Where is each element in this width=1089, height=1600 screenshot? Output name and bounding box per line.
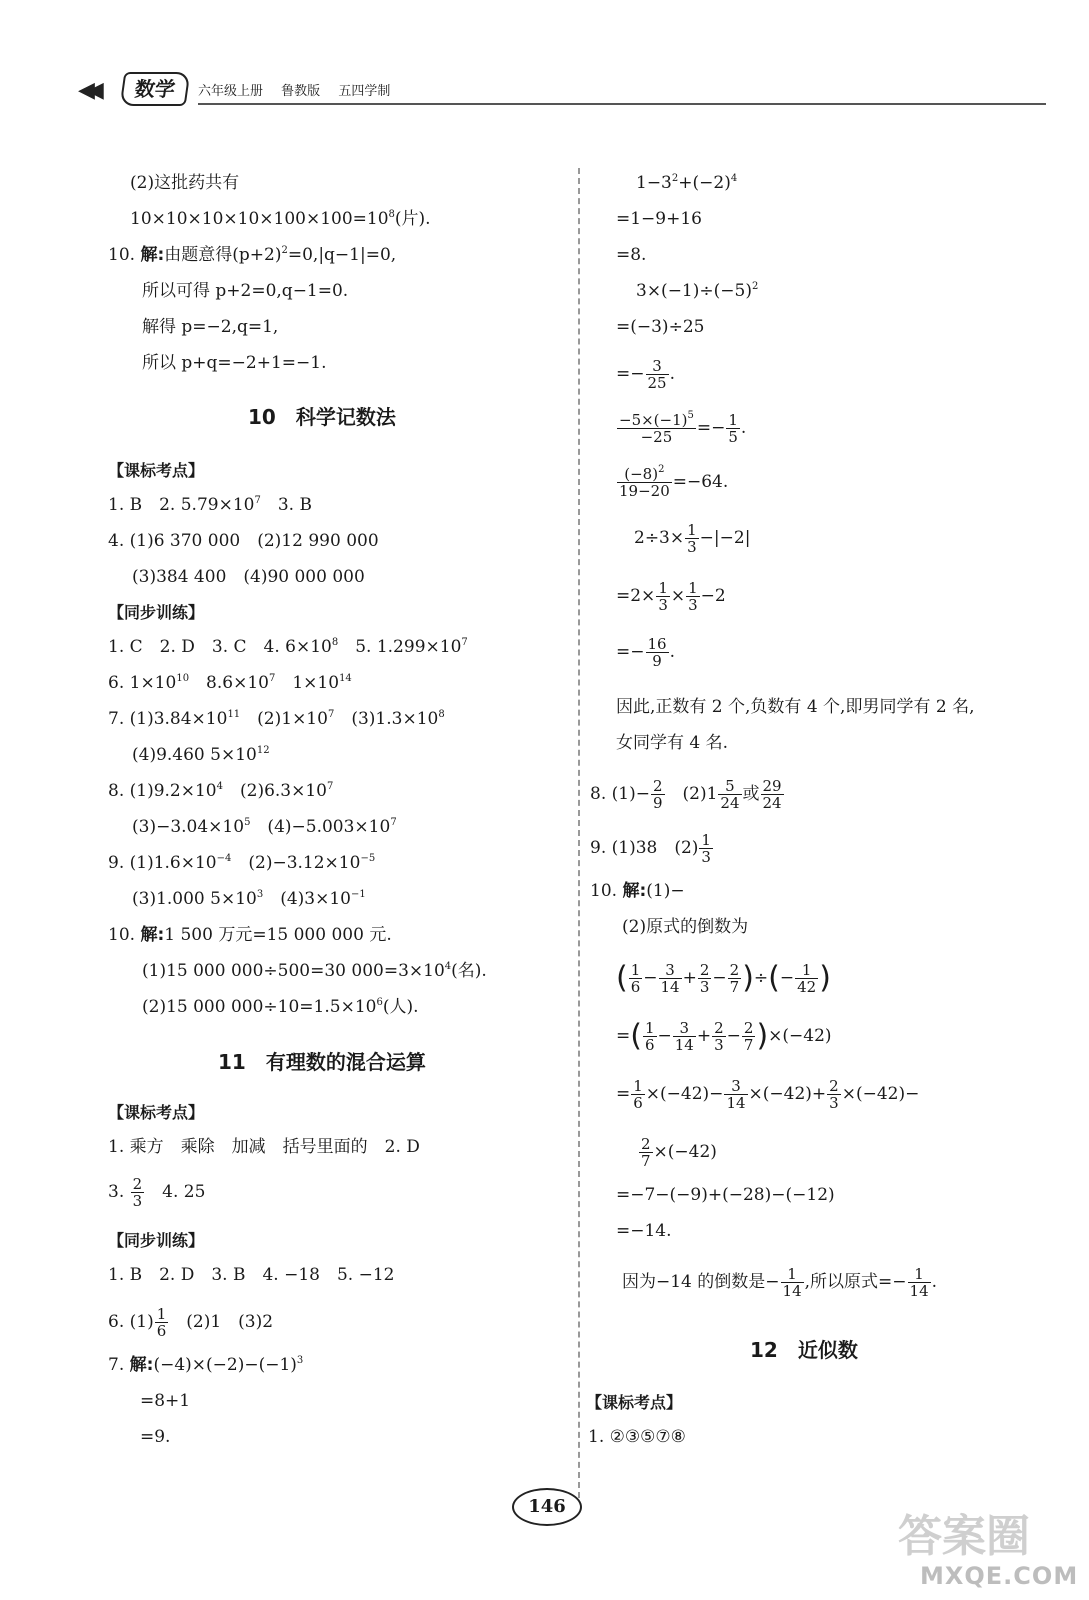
header-rule bbox=[198, 103, 1046, 105]
answer-line: (4)9.460 $5\times 10^{12}$ bbox=[132, 745, 270, 765]
answer-line: =−14. bbox=[616, 1221, 672, 1241]
section-title-10: 10 科学记数法 bbox=[248, 405, 396, 429]
answer-line: 9. (1)38 (2) $\frac{1}{3}$ bbox=[590, 831, 711, 866]
answer-line: =−7−(−9)+(−28)−(−12) bbox=[616, 1185, 835, 1205]
expression-line: ( $\frac{1}{6}$ − $\frac{3}{14}$ + $\frac{2}{3}$ − $\frac{2}{7}$ )÷(− $\frac{1}{42}$ ) bbox=[616, 960, 831, 996]
answer-line: =− $\frac{3}{25}$ . bbox=[616, 357, 675, 392]
page-header bbox=[78, 72, 1048, 108]
answer-line: 所以 p+q=−2+1=−1. bbox=[142, 353, 327, 373]
answer-line: 9. $(1)1.6\times 10^{-4}$ $(2)-3.12\times 10^{-5}$ bbox=[108, 853, 376, 873]
header-edition: 鲁教版 bbox=[281, 84, 321, 99]
answer-q10: 10. 解:由题意得$(p+2)^2=0,|q-1|=0$, bbox=[108, 245, 397, 265]
answer-line: 因为−14 的倒数是− $\frac{1}{14}$ ,所以原式=− $\frac{1}{14}$ . bbox=[622, 1265, 938, 1300]
answer-line: 10. 解:1 500 万元=15 000 000 元. bbox=[108, 925, 392, 945]
double-arrow-icon: ◀◀ bbox=[78, 78, 96, 103]
answer-line: $1-3^2+(-2)^4$ bbox=[636, 173, 738, 193]
answer-line: =(−3)÷25 bbox=[616, 317, 705, 337]
section-tag: 【课标考点】 bbox=[108, 1103, 205, 1122]
answer-line: 1. B 2. $5.79\times 10^7$ 3. B bbox=[108, 495, 312, 515]
section-tag: 【课标考点】 bbox=[586, 1393, 683, 1412]
answer-line: $3\times(-1)\div(-5)^2$ bbox=[636, 281, 759, 301]
section-tag: 【同步训练】 bbox=[108, 1231, 205, 1250]
section-tag: 【同步训练】 bbox=[108, 603, 205, 622]
answer-line: 3. $\frac{2}{3}$ 4. 25 bbox=[108, 1175, 206, 1210]
answer-line: =1−9+16 bbox=[616, 209, 702, 229]
answer-line: (1)15 000 000÷500=30 $000=3\times 10^4$(名). bbox=[142, 961, 487, 981]
answer-line: 解得 p=−2,q=1, bbox=[142, 317, 279, 337]
answer-line: 1. C 2. D 3. C 4. $6\times 10^8$ 5. $1.299\times 10^7$ bbox=[108, 637, 468, 657]
answer-line: 7. 解$:(-4)\times(-2)-(-1)^3$ bbox=[108, 1355, 304, 1375]
header-grade: 六年级上册 bbox=[198, 84, 264, 99]
answer-line: (2)原式的倒数为 bbox=[622, 917, 749, 937]
answer-line: =9. bbox=[140, 1427, 171, 1447]
expression-line: =( $\frac{1}{6}$ − $\frac{3}{14}$ + $\frac{2}{3}$ − $\frac{2}{7}$ )×(−42) bbox=[616, 1018, 832, 1054]
answer-line: 1. B 2. D 3. B 4. −18 5. −12 bbox=[108, 1265, 395, 1285]
answer-line: $10\times 10\times 10\times 10\times 100\times 100=10^8$(片). bbox=[130, 209, 431, 229]
answer-line: 7. $(1)3.84\times 10^{11}$ $(2)1\times 10^7$ $(3)1.3\times 10^8$ bbox=[108, 709, 445, 729]
answer-line: 1. ②③⑤⑦⑧ bbox=[588, 1427, 686, 1447]
subject-badge: 数学 bbox=[120, 72, 191, 106]
answer-line: 所以可得 p+2=0,q−1=0. bbox=[142, 281, 349, 301]
answer-line: $\frac{(-8)^2}{19-20}$ =−64. bbox=[619, 464, 729, 500]
answer-line: 因此,正数有 2 个,负数有 4 个,即男同学有 2 名, bbox=[616, 697, 975, 717]
answer-line: =2× $\frac{1}{3}$ × $\frac{1}{3}$ −2 bbox=[616, 579, 726, 614]
answer-line: (3)384 400 (4)90 000 000 bbox=[132, 567, 365, 587]
header-system: 五四学制 bbox=[338, 84, 391, 99]
watermark-logo: 答案圈 bbox=[898, 1511, 1030, 1562]
section-title-12: 12 近似数 bbox=[750, 1338, 858, 1362]
expression-line: $\frac{2}{7}$ ×(−42) bbox=[641, 1135, 717, 1170]
watermark-site: MXQE.COM bbox=[920, 1562, 1079, 1590]
page-number: 146 bbox=[512, 1488, 582, 1526]
watermark bbox=[880, 1500, 1079, 1590]
header-info bbox=[198, 80, 404, 99]
answer-line: 10. 解:(1)− bbox=[590, 881, 685, 901]
answer-line: 女同学有 4 名. bbox=[616, 733, 729, 753]
answer-line: 1. 乘方 乘除 加减 括号里面的 2. D bbox=[108, 1137, 420, 1157]
answer-line: =− $\frac{16}{9}$ . bbox=[616, 635, 675, 670]
answer-line: 8. $(1)9.2\times 10^4$ $(2)6.3\times 10^7$ bbox=[108, 781, 334, 801]
answer-line: 4. (1)6 370 000 (2)12 990 000 bbox=[108, 531, 379, 551]
answer-line: $(3)-3.04\times 10^5$ $(4)-5.003\times 10^7$ bbox=[132, 817, 397, 837]
answer-line: $\frac{-5\times(-1)^5}{-25}$ =− $\frac{1}{5}$ . bbox=[619, 410, 747, 446]
section-title-11: 11 有理数的混合运算 bbox=[218, 1050, 426, 1074]
answer-line: 6. (1) $\frac{1}{6}$ (2)1 (3)2 bbox=[108, 1305, 274, 1340]
answer-line: 8. (1)− $\frac{2}{9}$ (2)1 $\frac{5}{24}$ 或 $\frac{29}{24}$ bbox=[590, 777, 782, 812]
column-divider bbox=[578, 168, 580, 1498]
answer-line: (2)这批药共有 bbox=[130, 173, 240, 193]
expression-line: = $\frac{1}{6}$ ×(−42)− $\frac{3}{14}$ ×(−42)+ $\frac{2}{3}$ ×(−42)− bbox=[616, 1077, 920, 1112]
answer-line: (2)15 000 $000\div 10=1.5\times 10^6$(人). bbox=[142, 997, 419, 1017]
answer-line: =8. bbox=[616, 245, 647, 265]
answer-line: 2÷3× $\frac{1}{3}$ −|−2| bbox=[634, 521, 751, 556]
section-tag: 【课标考点】 bbox=[108, 461, 205, 480]
answer-line: 6. $1\times 10^{10}$ $8.6\times 10^7$ $1\times 10^{14}$ bbox=[108, 673, 352, 693]
answer-line: (3)1.000 $5\times 10^3$ $(4)3\times 10^{-1}$ bbox=[132, 889, 366, 909]
answer-line: =8+1 bbox=[140, 1391, 191, 1411]
